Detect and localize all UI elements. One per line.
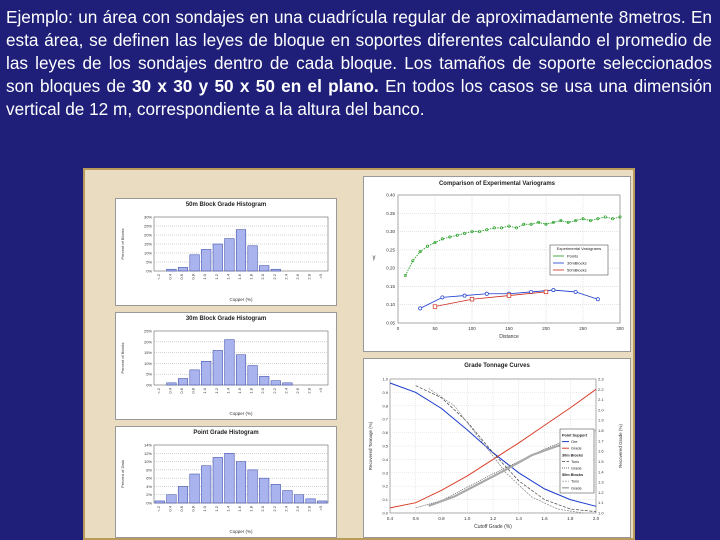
data-point — [574, 290, 577, 293]
y-left-axis-label: Recovered Tonnage (%) — [368, 421, 373, 471]
x-tick-label: 0.4 — [167, 506, 173, 512]
y-tick-label: 0.40 — [386, 192, 395, 198]
grade-tonnage-title: Grade Tonnage Curves — [464, 363, 530, 369]
y-tick-label: 5% — [146, 259, 152, 265]
histogram-bar — [248, 366, 258, 385]
x-tick-label: 2.4 — [283, 506, 289, 512]
y-tick-label: 4% — [146, 483, 152, 489]
y-right-tick-label: 1.8 — [598, 428, 604, 434]
y-tick-label: 2% — [146, 492, 152, 498]
histogram-bar — [190, 370, 200, 385]
histogram-point-title: Point Grade Histogram — [193, 430, 259, 436]
histogram-bar — [213, 457, 223, 503]
data-point — [470, 297, 474, 301]
y-tick-label: 15% — [143, 350, 152, 356]
y-right-tick-label: 1.9 — [598, 417, 604, 423]
data-point — [596, 298, 599, 301]
legend-label: Grade — [571, 446, 582, 451]
histogram-point-panel — [115, 426, 337, 538]
y-tick-label: 20% — [143, 339, 152, 345]
histogram-bar — [248, 470, 258, 503]
y-left-tick-label: 0.6 — [382, 430, 388, 436]
x-tick-label: 1.0 — [202, 274, 208, 280]
x-tick-label: 1.2 — [213, 506, 219, 512]
x-tick-label: 1.0 — [202, 388, 208, 394]
legend-label: Tons — [571, 479, 580, 484]
grade-tonnage-panel — [363, 358, 631, 538]
x-tick-label: 2.4 — [283, 388, 289, 394]
x-tick-label: 2.0 — [592, 516, 600, 521]
y-tick-label: 0.25 — [386, 247, 395, 253]
y-left-tick-label: 0.2 — [382, 483, 388, 489]
legend-title: Experimental Variograms — [556, 246, 602, 251]
x-tick-label: 100 — [468, 326, 476, 331]
x-tick-label: 1.2 — [213, 274, 219, 280]
x-tick-label: 0.6 — [179, 388, 184, 394]
x-tick-label: 1.8 — [248, 506, 254, 512]
histogram-bar — [201, 466, 211, 503]
histogram-30m-chart — [116, 323, 336, 419]
x-tick-label: 1.4 — [225, 506, 231, 512]
data-point — [433, 305, 437, 309]
histogram-bar — [236, 355, 246, 385]
histogram-bar — [248, 246, 258, 271]
y-tick-label: 25% — [143, 223, 152, 229]
x-tick-label: 0.6 — [179, 274, 184, 280]
data-point — [544, 290, 548, 294]
y-tick-label: 0% — [146, 500, 152, 506]
y-left-tick-label: 0.5 — [382, 443, 388, 449]
x-tick-label: 0.6 — [412, 516, 419, 521]
y-left-tick-label: 1.0 — [382, 376, 388, 382]
legend-label: 50m Blocks — [562, 473, 584, 478]
intro-text-bold: 30 x 30 y 50 x 50 en el plano. — [131, 76, 379, 96]
x-axis-label: Copper (%) — [229, 411, 253, 416]
x-tick-label: >3 — [318, 274, 324, 279]
x-tick-label: 2.2 — [271, 274, 277, 280]
histogram-bar — [317, 501, 327, 503]
x-tick-label: 1.0 — [202, 506, 208, 512]
legend-label: Ore — [571, 440, 578, 445]
y-right-tick-label: 1.3 — [598, 479, 604, 485]
y-tick-label: 0.30 — [386, 229, 395, 235]
x-tick-label: 0.8 — [438, 516, 445, 521]
x-tick-label: <.2 — [155, 388, 161, 394]
x-tick-label: 0.8 — [190, 274, 196, 280]
legend-label: Grade — [571, 486, 582, 491]
histogram-50m-title: 50m Block Grade Histogram — [185, 202, 267, 208]
histogram-bar — [167, 495, 177, 503]
x-tick-label: 0.8 — [190, 388, 196, 394]
x-axis-label: Copper (%) — [229, 529, 253, 534]
x-tick-label: 2.8 — [306, 274, 312, 280]
y-axis-label: γ — [372, 255, 376, 261]
y-right-tick-label: 1.1 — [598, 500, 604, 506]
y-tick-label: 6% — [146, 475, 152, 481]
x-tick-label: >3 — [318, 506, 324, 511]
histogram-bar — [259, 266, 269, 271]
variogram-title: Comparison of Experimental Variograms — [438, 181, 556, 187]
variogram-panel — [363, 176, 631, 352]
histogram-bar — [178, 267, 188, 271]
y-right-tick-label: 1.7 — [598, 438, 604, 444]
legend-label: Tons — [571, 459, 580, 464]
histogram-bar — [283, 383, 293, 385]
x-tick-label: 1.2 — [213, 388, 219, 394]
y-right-tick-label: 2.0 — [598, 407, 604, 413]
x-tick-label: 2.0 — [260, 388, 266, 394]
y-left-tick-label: 0.9 — [382, 389, 388, 395]
data-point — [419, 307, 422, 310]
histogram-bar — [236, 462, 246, 503]
y-tick-label: 8% — [146, 467, 152, 473]
intro-paragraph — [6, 6, 712, 121]
x-tick-label: 200 — [542, 326, 550, 331]
x-tick-label: 2.0 — [260, 506, 266, 512]
x-tick-label: 0.8 — [190, 506, 196, 512]
y-tick-label: 10% — [143, 360, 152, 366]
legend-label: 30mBlocks — [567, 260, 587, 266]
x-tick-label: 2.6 — [295, 388, 300, 394]
legend-label: Points — [567, 253, 579, 259]
y-tick-label: 14% — [143, 442, 152, 448]
y-left-tick-label: 0.0 — [382, 510, 388, 516]
grade-tonnage-chart — [364, 371, 630, 537]
histogram-bar — [213, 244, 223, 271]
x-tick-label: 2.2 — [271, 506, 277, 512]
x-tick-label: 1.6 — [541, 516, 548, 521]
y-tick-label: 30% — [143, 214, 152, 220]
x-tick-label: 1.0 — [464, 516, 471, 521]
data-point — [552, 288, 555, 291]
legend-label: Grade — [571, 466, 582, 471]
legend-label: 50mBlocks — [567, 267, 587, 273]
x-tick-label: 1.8 — [567, 516, 574, 521]
y-tick-label: 0.20 — [386, 265, 395, 271]
y-left-tick-label: 0.7 — [382, 416, 388, 422]
x-tick-label: 1.6 — [237, 274, 242, 280]
y-left-tick-label: 0.8 — [382, 403, 388, 409]
x-tick-label: 2.8 — [306, 388, 312, 394]
data-point — [441, 296, 444, 299]
y-tick-label: 12% — [143, 450, 152, 456]
histogram-bar — [178, 486, 188, 503]
histogram-bar — [225, 239, 235, 271]
histogram-bar — [201, 249, 211, 271]
legend-label: Point Support — [562, 433, 588, 438]
x-tick-label: 2.6 — [295, 274, 300, 280]
x-tick-label: 1.2 — [489, 516, 497, 521]
histogram-bar — [271, 269, 281, 271]
histogram-bar — [190, 255, 200, 271]
x-tick-label: 150 — [505, 326, 513, 331]
histogram-bar — [259, 478, 269, 503]
legend-label: 30m Blocks — [562, 453, 584, 458]
histogram-50m-panel — [115, 198, 337, 306]
variogram-chart — [364, 189, 630, 351]
x-tick-label: 1.6 — [237, 506, 242, 512]
x-tick-label: 1.6 — [237, 388, 242, 394]
y-right-tick-label: 2.2 — [598, 386, 604, 392]
histogram-bar — [294, 495, 304, 503]
y-right-tick-label: 2.1 — [598, 397, 604, 403]
y-left-tick-label: 0.4 — [382, 456, 388, 462]
y-tick-label: 0% — [146, 268, 152, 274]
y-right-tick-label: 1.6 — [598, 448, 604, 454]
y-right-tick-label: 1.4 — [598, 469, 604, 475]
y-tick-label: 0.35 — [386, 210, 395, 216]
x-tick-label: 1.4 — [225, 388, 231, 394]
x-tick-label: 1.8 — [248, 274, 254, 280]
x-tick-label: 50 — [432, 326, 438, 331]
x-tick-label: <.2 — [155, 506, 161, 512]
y-left-tick-label: 0.1 — [382, 497, 388, 503]
y-axis-label: Percent of Blocks — [120, 342, 125, 374]
histogram-50m-chart — [116, 209, 336, 305]
x-tick-label: 0 — [396, 326, 400, 331]
x-axis-label: Distance — [499, 334, 519, 340]
histogram-bar — [201, 361, 211, 385]
x-tick-label: <.2 — [155, 274, 161, 280]
y-tick-label: 0.05 — [386, 320, 395, 326]
x-tick-label: >3 — [318, 388, 324, 393]
x-axis-label: Cutoff Grade (%) — [474, 524, 512, 530]
histogram-bar — [225, 340, 235, 385]
y-right-tick-label: 1.2 — [598, 489, 604, 495]
x-tick-label: 2.4 — [283, 274, 289, 280]
x-tick-label: 2.0 — [260, 274, 266, 280]
y-left-tick-label: 0.3 — [382, 470, 388, 476]
x-tick-label: 300 — [616, 326, 624, 331]
histogram-30m-panel — [115, 312, 337, 420]
x-tick-label: 2.6 — [295, 506, 300, 512]
intro-text-1: Ejemplo: un área con sondajes en una cuadrícula regular de aproximadamente 8metros. En esta área, se definen las leyes de bloque en soportes diferentes calculando el promedio de las leyes de los sondajes dentro de cada bloque. Los tamaños de soporte seleccionados son bloques de — [6, 7, 712, 96]
y-tick-label: 10% — [143, 459, 152, 465]
x-tick-label: 1.4 — [515, 516, 522, 521]
data-point — [507, 294, 511, 298]
histogram-bar — [178, 379, 188, 385]
y-axis-label: Percent of Data — [120, 460, 125, 488]
y-tick-label: 0% — [146, 382, 152, 388]
histogram-bar — [225, 453, 235, 503]
x-tick-label: 2.2 — [271, 388, 277, 394]
histogram-bar — [236, 230, 246, 271]
y-axis-label: Percent of Blocks — [120, 228, 125, 260]
y-tick-label: 20% — [143, 232, 152, 238]
y-right-tick-label: 1.0 — [598, 510, 604, 516]
y-right-axis-label: Recovered Grade (%) — [618, 424, 623, 468]
y-tick-label: 25% — [143, 328, 152, 334]
x-axis-label: Copper (%) — [229, 297, 253, 302]
histogram-bar — [155, 501, 165, 503]
data-point — [485, 292, 488, 295]
x-tick-label: 2.8 — [306, 506, 312, 512]
y-tick-label: 5% — [146, 371, 152, 377]
histogram-bar — [306, 499, 316, 503]
x-tick-label: 0.4 — [386, 516, 394, 521]
y-right-tick-label: 1.5 — [598, 458, 604, 464]
y-tick-label: 15% — [143, 241, 152, 247]
histogram-bar — [271, 381, 281, 385]
histogram-bar — [271, 484, 281, 503]
histogram-bar — [190, 474, 200, 503]
x-tick-label: 0.4 — [167, 274, 173, 280]
histogram-bar — [213, 350, 223, 385]
histogram-30m-title: 30m Block Grade Histogram — [185, 316, 267, 322]
y-tick-label: 0.15 — [386, 283, 395, 289]
y-right-tick-label: 2.3 — [598, 376, 604, 382]
histogram-bar — [283, 491, 293, 503]
histogram-bar — [167, 383, 177, 385]
histogram-point-chart — [116, 437, 336, 537]
histogram-bar — [167, 269, 177, 271]
x-tick-label: 1.4 — [225, 274, 231, 280]
x-tick-label: 250 — [579, 326, 587, 331]
intro-text-2: En todos los casos se usa una dimensión vertical de 12 m, correspondiente a la altura del banco. — [6, 76, 712, 119]
y-tick-label: 0.10 — [386, 302, 395, 308]
histogram-bar — [259, 376, 269, 385]
x-tick-label: 1.8 — [248, 388, 254, 394]
data-point — [463, 294, 466, 297]
figure-panel — [83, 168, 635, 540]
x-tick-label: 0.4 — [167, 388, 173, 394]
y-tick-label: 10% — [143, 250, 152, 256]
x-tick-label: 0.6 — [179, 506, 184, 512]
